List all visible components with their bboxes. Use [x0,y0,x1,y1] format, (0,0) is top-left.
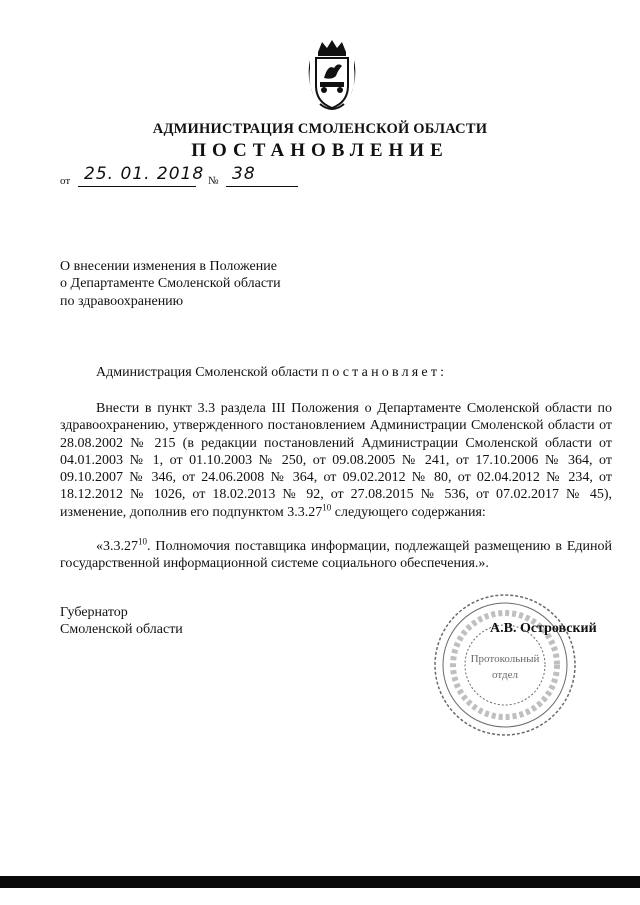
subject-line: о Департаменте Смоленской области [60,276,281,292]
preamble-decree-word: постановляет: [321,365,448,380]
scan-border-bar [0,876,640,888]
main-paragraph [60,400,612,521]
date-number-row [60,166,320,188]
office-stamp [430,590,580,740]
quote-start: «3.3.27 [96,539,138,554]
signatory-title-line: Губернатор [60,605,128,620]
quote-text: . Полномочия поставщика информации, подлежащей размещению в Единой государственной информационной системе социального обеспечения.». [60,539,612,572]
stamp-center-text-2: отдел [492,669,518,681]
signatory-title-line: Смоленской области [60,622,183,638]
date-value: 25. 01. 2018 [84,164,205,184]
signatory-name: А.В. Островский [490,621,597,636]
quote-paragraph [60,538,612,573]
coat-of-arms-icon [300,38,364,114]
organization-name: АДМИНИСТРАЦИЯ СМОЛЕНСКОЙ ОБЛАСТИ [152,121,488,137]
subject-line: О внесении изменения в Положение [60,259,277,274]
document-title: ПОСТАНОВЛЕНИЕ [191,140,449,161]
signatory-title [60,604,260,639]
subject-line: по здравоохранению [60,293,184,309]
main-tail: следующего содержания: [331,504,486,520]
document-subject [60,258,360,310]
number-value: 38 [232,164,256,184]
quote-superscript: 10 [138,536,147,547]
preamble-lead: Администрация Смоленской области [96,365,322,380]
main-superscript: 10 [322,502,332,513]
main-text: Внести в пункт 3.3 раздела III Положения о Департаменте Смоленской области по здравоохранению, утвержденного постановлением Администрации Смоленской области от 28.08.2002 № 215 (в редакции постановлений Администрации Смоленской области от 04.01.2003 № 1, от 01.10.2003 № 250, от 09.08.2005 № 241, от 17.10.2006 № 364, от 09.10.2007 № 346, от 24.06.2008 № 364, от 09.02.2012 № 80, от 02.04.2012 № 234, от 18.12.2012 № 1026, от 18.02.2013 № 92, от 27.08.2015 № 536, от 07.02.2017 № 45), изменение, дополнив его подпунктом 3.3.27 [60,401,612,520]
date-prefix: от [60,175,71,187]
stamp-center-text: Протокольный [470,653,540,665]
number-prefix: № [208,175,219,187]
preamble [96,365,447,381]
